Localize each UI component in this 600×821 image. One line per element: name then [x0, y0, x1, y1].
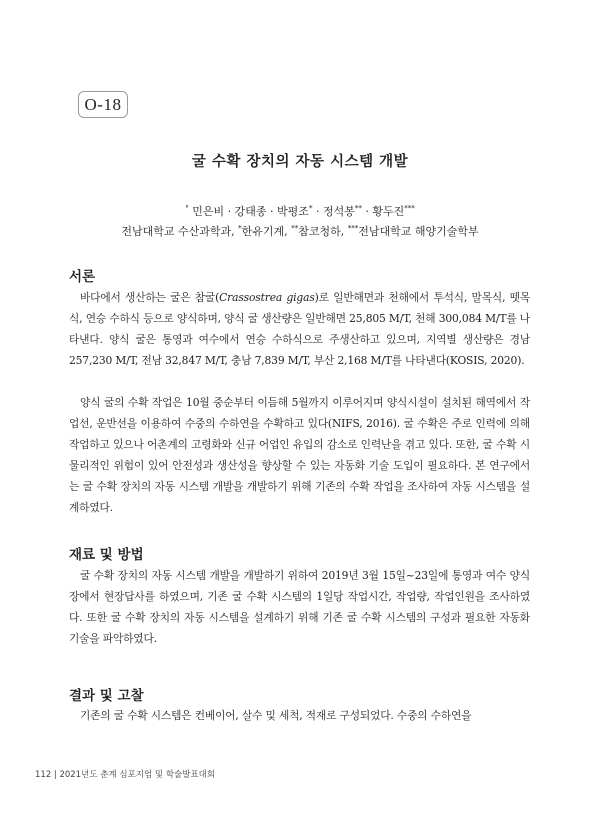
- author-separator: ·: [270, 205, 274, 218]
- section-heading-methods: 재료 및 방법: [69, 547, 144, 563]
- author-mark: **: [354, 204, 362, 213]
- affiliation: 참코청하,: [298, 225, 345, 238]
- methods-paragraph-1: 굴 수확 장치의 자동 시스템 개발을 개발하기 위하여 2019년 3월 15일~23일에 통영과 여수 양식장에서 현장답사를 하였으며, 기존 굴 수확 시스템의 1일당 작업시간, 작업량, 작업인원을 조사하였다. 또한 굴 수확 장치의 자동 시스템을 설계하기 위해 기존 굴 수확 시스템의 구성과 필요한 자동화 기술을 파악하였다.: [69, 569, 530, 645]
- intro-paragraph-1: 바다에서 생산하는 굴은 참굴(Crassostrea gigas)로 일반해면과 천해에서 투석식, 말목식, 뗏목식, 연승 수하식 등으로 양식하며, 양식 굴 생산량은 일반해면 25,805 M/T, 천해 300,084 M/T를 나타낸다. 양식 굴은 통영과 여수에서 연승 수하식으로 주생산하고 있으며, 지역별 생산량은 경남 257,230 M/T, 전남 32,847 M/T, 충남 7,839 M/T, 부산 2,168 M/T를 나타낸다(KOSIS, 2020).: [69, 291, 531, 367]
- affiliation-mark: **: [291, 224, 299, 233]
- author-name: 강태종: [234, 205, 267, 218]
- author-name: 민은비: [192, 205, 225, 218]
- author-mark: *: [308, 204, 313, 213]
- author-separator: ·: [365, 205, 369, 218]
- presenter-mark: °: [185, 204, 189, 213]
- author-separator: ·: [315, 205, 320, 218]
- affiliation: 한유기계,: [241, 225, 288, 238]
- author-separator: ·: [227, 205, 232, 218]
- species-name: Crassostrea gigas: [219, 291, 315, 304]
- page-footer: 112 | 2021년도 춘계 심포지엄 및 학술발표대회: [35, 770, 216, 780]
- results-paragraph-1: 기존의 굴 수확 시스템은 컨베이어, 살수 및 세척, 적재로 구성되었다. 수중의 수하연을: [80, 709, 472, 722]
- author-name: 황두진: [372, 205, 405, 218]
- affiliation: 전남대학교 수산과학과,: [121, 225, 235, 238]
- affiliation-mark: ***: [347, 224, 359, 233]
- section-heading-intro: 서론: [69, 269, 96, 285]
- affiliation: 전남대학교 해양기술학부: [358, 225, 479, 238]
- session-badge: O-18: [78, 91, 128, 118]
- affiliation-list: [0, 223, 600, 239]
- intro-paragraph-2: 양식 굴의 수확 작업은 10월 중순부터 이듬해 5월까지 이루어지며 양식시설이 설치된 해역에서 작업선, 운반선을 이용하여 수중의 수하연을 수확하고 있다(NIFS, 2016). 굴 수확은 주로 인력에 의해 작업하고 있으나 어촌계의 고령화와 신규 어업인 유입의 감소로 인력난을 겪고 있다. 또한, 굴 수확 시 물리적인 위험이 있어 안전성과 생산성을 향상할 수 있는 자동화 기술 도입이 필요하다. 본 연구에서는 굴 수확 장치의 자동 시스템 개발을 개발하기 위해 기존의 수확 작업을 조사하여 자동 시스템을 설계하였다.: [69, 396, 530, 514]
- author-name: 정석봉: [322, 205, 355, 218]
- author-mark: ***: [404, 204, 415, 213]
- author-name: 박평조: [277, 205, 309, 218]
- author-list: [0, 203, 600, 219]
- affiliation-mark: *: [238, 224, 242, 233]
- paper-title: 굴 수확 장치의 자동 시스템 개발: [191, 153, 409, 170]
- section-heading-results: 결과 및 고찰: [69, 688, 144, 704]
